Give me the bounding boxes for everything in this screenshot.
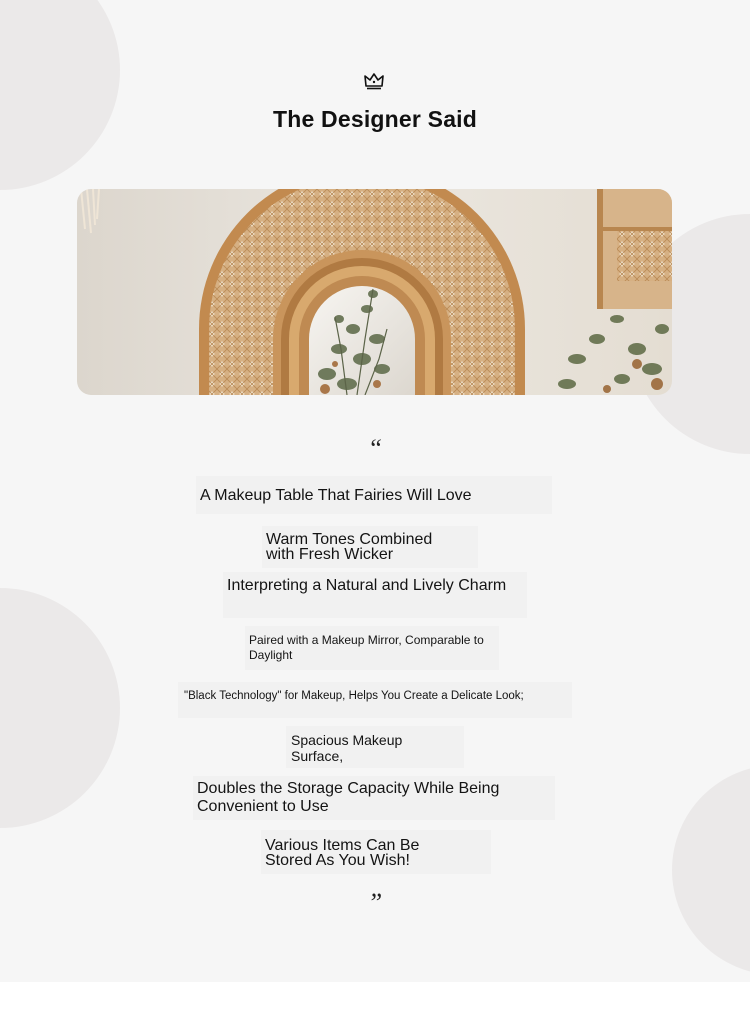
copy-line: Paired with a Makeup Mirror, Comparable to Daylight	[249, 633, 484, 662]
hero-image	[77, 189, 672, 395]
copy-line: A Makeup Table That Fairies Will Love	[200, 487, 472, 504]
copy-line: Interpreting a Natural and Lively Charm	[227, 577, 507, 594]
copy-line: Warm Tones Combined with Fresh Wicker	[266, 531, 433, 563]
copy-line: Spacious Makeup Surface,	[291, 732, 403, 764]
decor-circle	[0, 588, 120, 828]
copy-line: "Black Technology" for Makeup, Helps You Create a Delicate Look;	[184, 690, 524, 702]
copy-line: Various Items Can Be Stored As You Wish!	[265, 837, 420, 869]
crown-icon	[364, 72, 384, 90]
decor-circle	[0, 0, 120, 190]
quote-open-icon: “	[367, 434, 383, 463]
decor-circle	[672, 765, 750, 975]
quote-close-icon: ”	[367, 888, 383, 917]
copy-line: Doubles the Storage Capacity While Being Convenient to Use	[197, 780, 500, 815]
section-title: The Designer Said	[272, 106, 478, 132]
